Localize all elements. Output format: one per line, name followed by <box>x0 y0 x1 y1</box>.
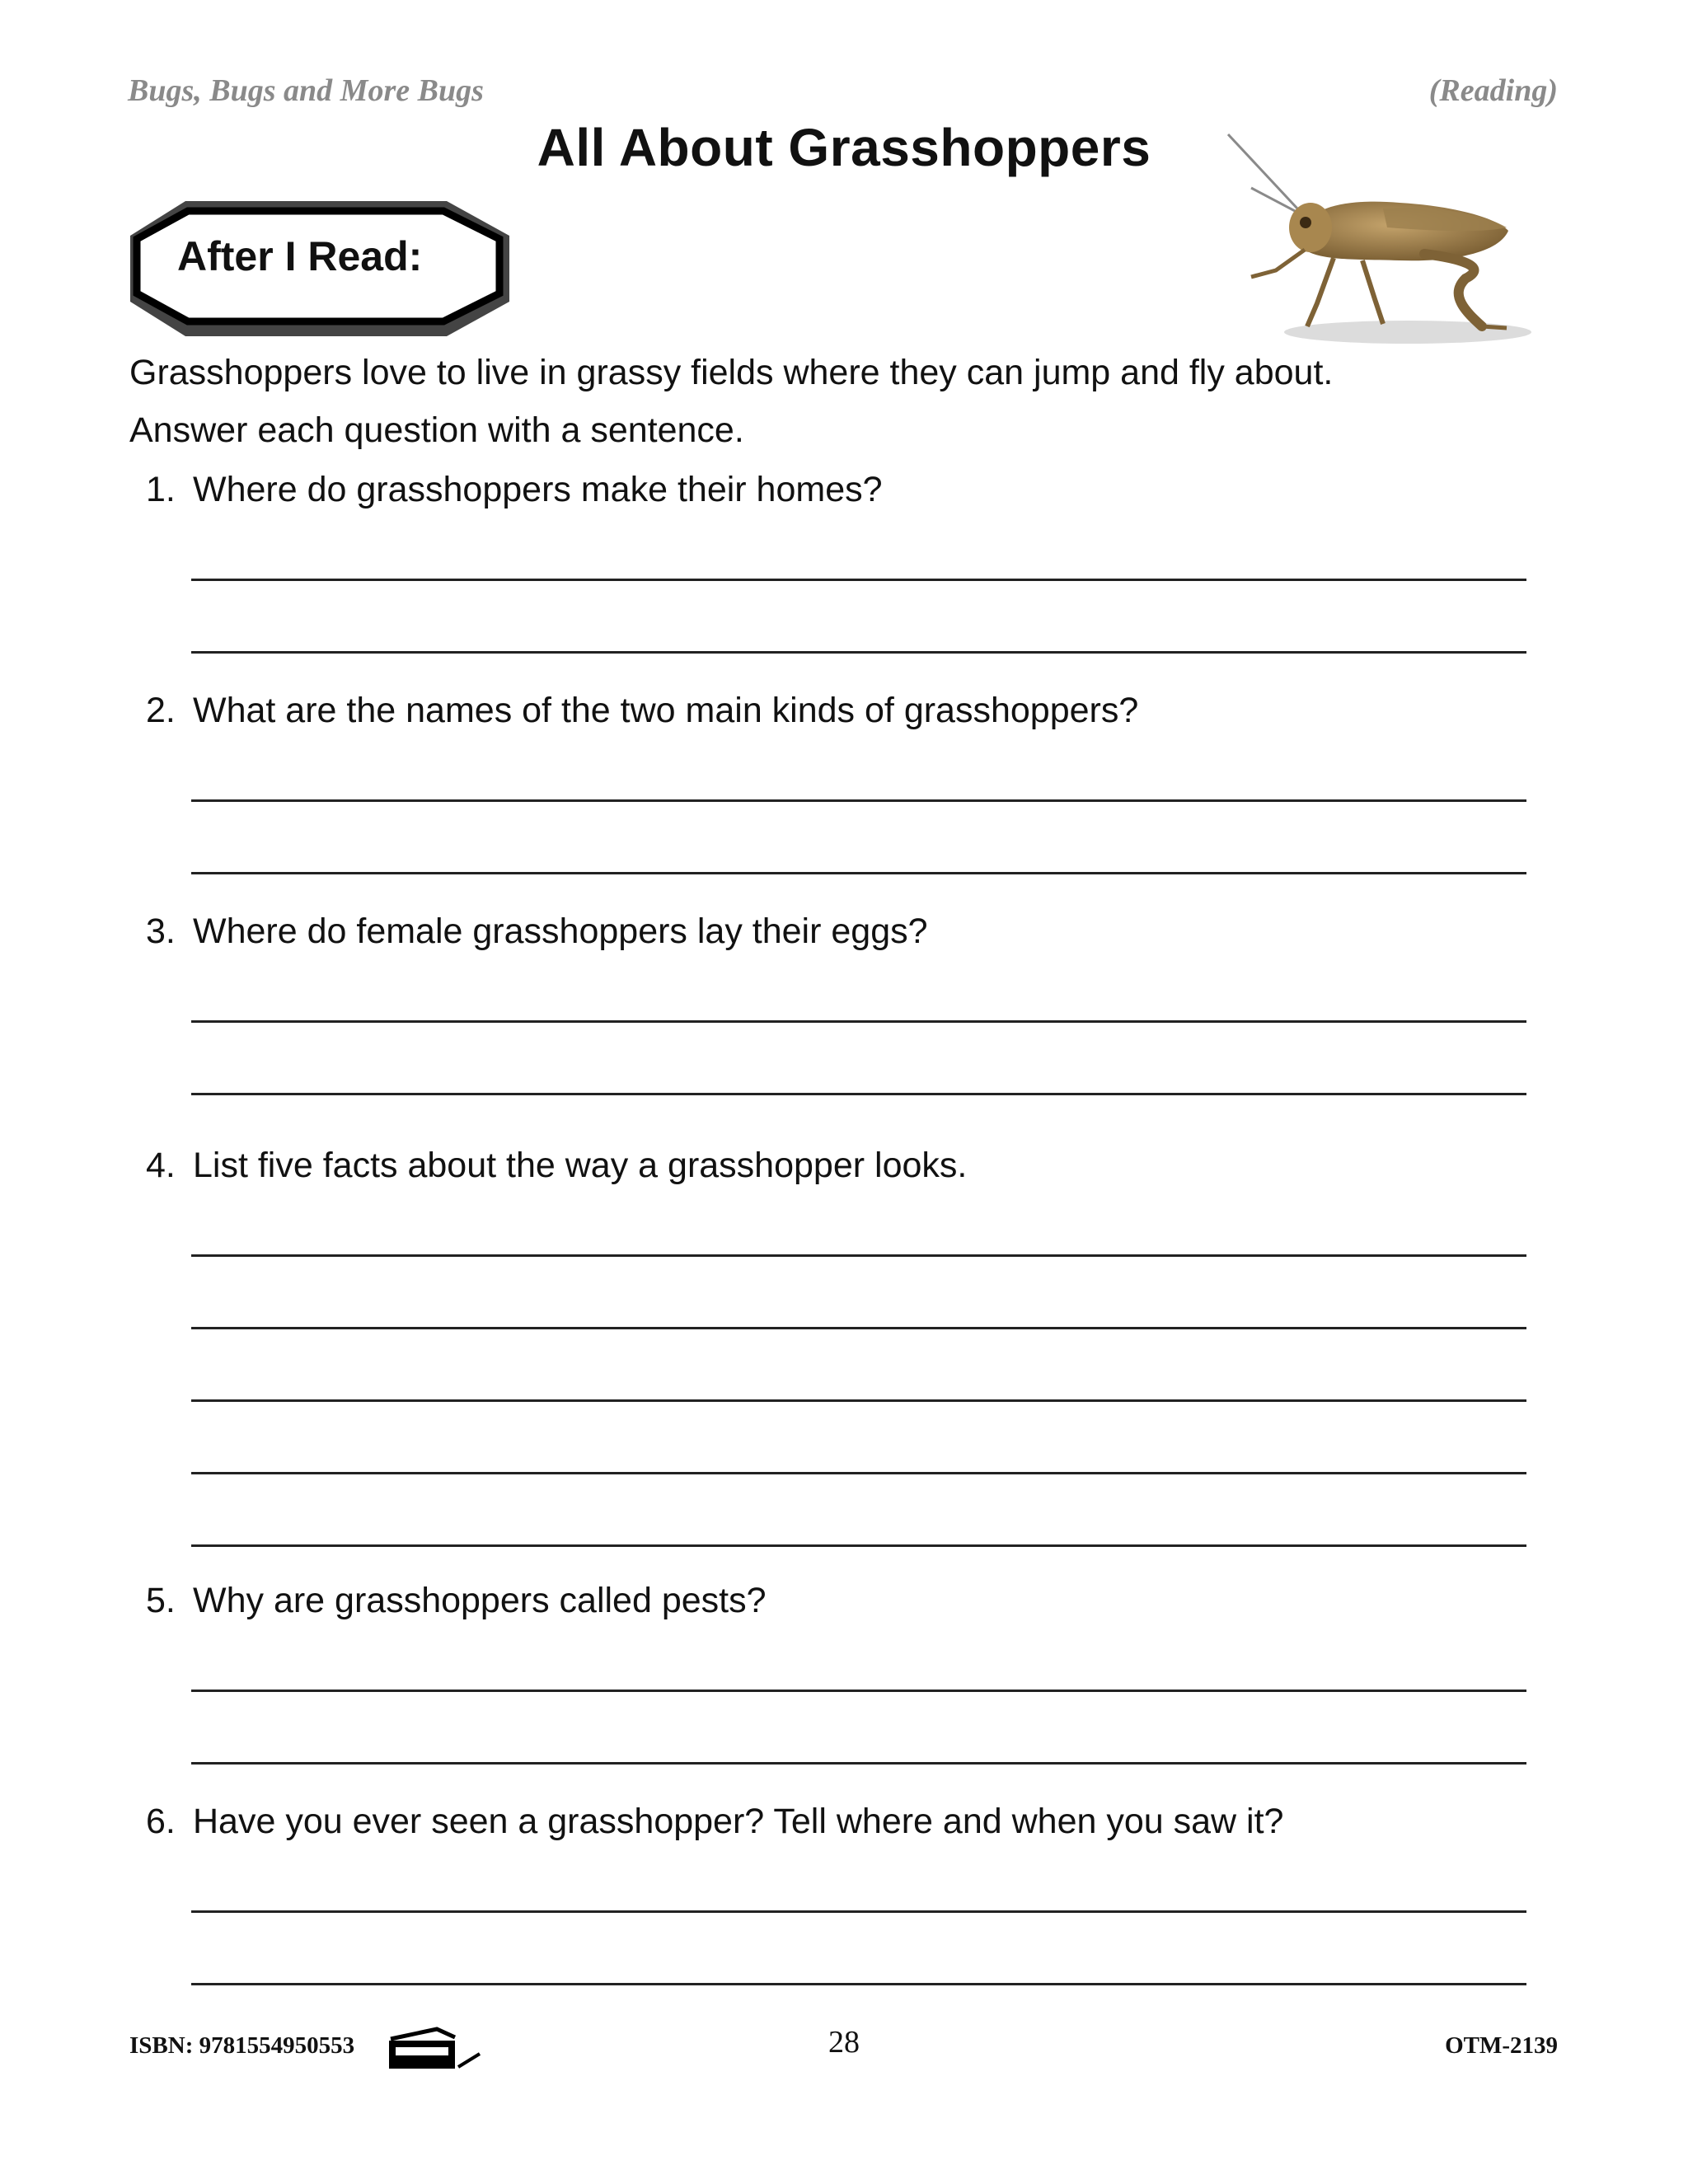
question-number: 6. <box>146 1802 176 1841</box>
question-text: Have you ever seen a grasshopper? Tell where and when you saw it? <box>193 1802 1284 1841</box>
page-header-book-title: Bugs, Bugs and More Bugs <box>128 73 484 108</box>
question-text: What are the names of the two main kinds of grasshoppers? <box>193 691 1139 730</box>
answer-line[interactable] <box>191 1093 1526 1095</box>
question-number: 4. <box>146 1146 176 1185</box>
intro-line-2: Answer each question with a sentence. <box>129 410 744 450</box>
answer-line[interactable] <box>191 1254 1526 1257</box>
answer-line[interactable] <box>191 1983 1526 1985</box>
question-1 <box>146 470 883 510</box>
after-i-read-badge <box>124 196 536 340</box>
answer-line[interactable] <box>191 1544 1526 1547</box>
footer-page-number: 28 <box>828 2025 860 2060</box>
question-5 <box>146 1581 767 1621</box>
answer-line[interactable] <box>191 579 1526 581</box>
question-number: 2. <box>146 691 176 730</box>
question-2 <box>146 691 1138 731</box>
question-number: 3. <box>146 912 176 951</box>
grasshopper-photo-icon <box>1218 130 1548 353</box>
answer-line[interactable] <box>191 1910 1526 1913</box>
footer-product-code: OTM-2139 <box>1445 2032 1558 2059</box>
footer-isbn: ISBN: 9781554950553 <box>129 2032 355 2059</box>
question-6 <box>146 1802 1283 1842</box>
question-4 <box>146 1146 967 1186</box>
answer-line[interactable] <box>191 1762 1526 1765</box>
page-header-section: (Reading) <box>1428 73 1558 108</box>
question-text: List five facts about the way a grasshopper looks. <box>193 1146 968 1185</box>
answer-line[interactable] <box>191 872 1526 874</box>
badge-label: After I Read: <box>177 233 423 279</box>
question-text: Where do female grasshoppers lay their eggs? <box>193 912 928 951</box>
answer-line[interactable] <box>191 1690 1526 1692</box>
question-number: 5. <box>146 1581 176 1620</box>
intro-line-1: Grasshoppers love to live in grassy fields where they can jump and fly about. <box>129 353 1334 392</box>
answer-line[interactable] <box>191 651 1526 654</box>
answer-line[interactable] <box>191 1472 1526 1474</box>
answer-line[interactable] <box>191 1327 1526 1329</box>
answer-line[interactable] <box>191 1399 1526 1402</box>
question-text: Where do grasshoppers make their homes? <box>193 470 883 509</box>
question-text: Why are grasshoppers called pests? <box>193 1581 767 1620</box>
question-number: 1. <box>146 470 176 509</box>
answer-line[interactable] <box>191 799 1526 802</box>
page-title: All About Grasshoppers <box>537 118 1151 177</box>
question-3 <box>146 912 928 952</box>
answer-line[interactable] <box>191 1020 1526 1023</box>
